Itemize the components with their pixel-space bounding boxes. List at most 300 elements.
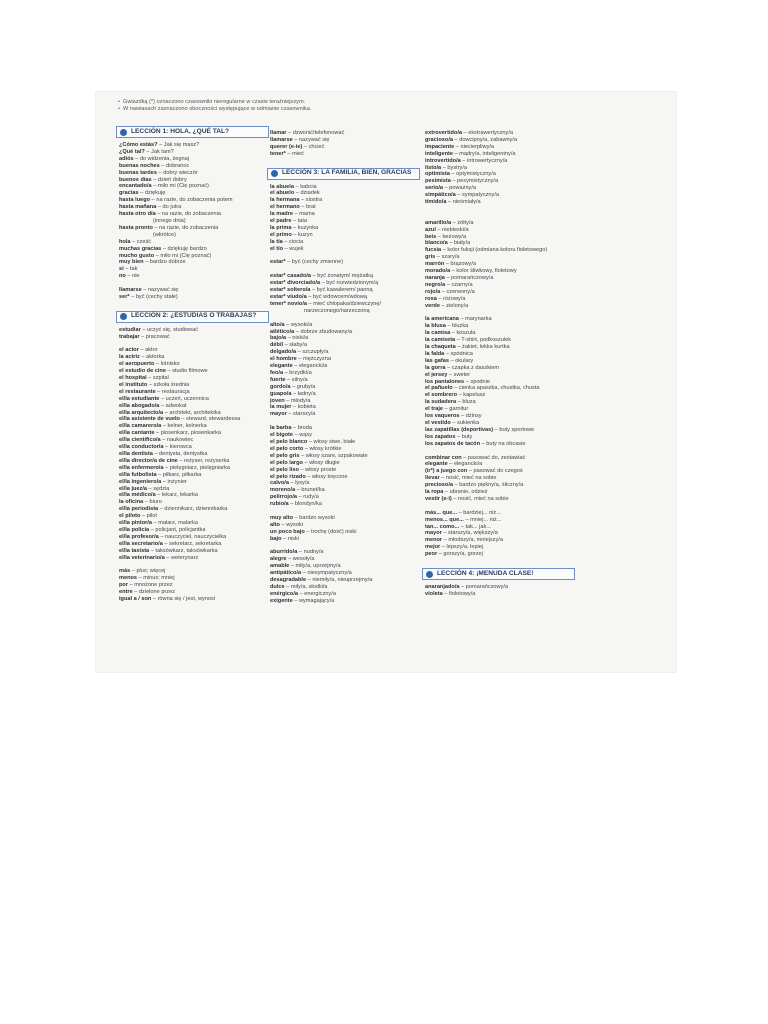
vocab-entry (270, 218, 420, 225)
dash-separator: – (452, 482, 460, 489)
vocab-entry (119, 410, 269, 417)
vocab-entry (270, 130, 420, 137)
vocab-translation: sweter (453, 371, 471, 378)
vocab-term: el primo (270, 231, 292, 238)
vocab-entry (119, 232, 269, 239)
vocab-entry (270, 322, 420, 329)
vocab-entry (270, 211, 420, 218)
dash-separator: – (286, 130, 293, 136)
vocab-term: el pelo blanco (270, 438, 308, 445)
vocab-translation: kuzyn (298, 231, 313, 238)
vocab-entry (270, 151, 420, 158)
vocab-translation: mieć (292, 150, 304, 157)
vocab-entry (119, 361, 269, 368)
vocab-translation: wysoki/a (290, 321, 313, 328)
vocab-term: rubio/a (270, 501, 289, 508)
vocab-translation: pasować do czegoś (473, 468, 523, 475)
vocab-column-2 (270, 130, 420, 605)
dash-separator: – (285, 259, 292, 266)
vocab-translation: bardzo dobrze (149, 259, 186, 266)
vocab-translation: dziękuję bardzo (167, 245, 207, 252)
vocab-translation: sędzia (153, 485, 170, 492)
vocab-term: débil (270, 342, 284, 349)
section-dot-icon (426, 571, 433, 578)
vocab-term: la ropa (425, 489, 444, 496)
vocab-term: menos... que... (425, 516, 464, 523)
vocab-term: el instituto (119, 381, 148, 388)
vocab-term: la sudadera (425, 399, 457, 406)
dash-separator: – (152, 451, 160, 458)
dash-separator: – (292, 597, 299, 604)
vocab-entry (119, 499, 269, 506)
vocab-entry (270, 342, 420, 349)
vocab-entry (119, 465, 269, 472)
dash-separator: – (291, 218, 298, 225)
vocab-term: estudiar (119, 326, 141, 333)
vocab-entry (425, 144, 575, 151)
vocab-term: tan... como... (425, 523, 460, 530)
dash-separator: – (155, 211, 162, 218)
vocab-translation: introwertyczny/a (466, 157, 508, 164)
vocab-term: el/la profesor/a (119, 533, 159, 540)
vocab-entry (119, 170, 269, 177)
dash-separator: – (448, 357, 456, 364)
vocab-term: entre (119, 589, 133, 596)
vocab-entry (270, 467, 420, 474)
vocab-entry (119, 211, 269, 218)
note-text: W nawiasach zaznaczono oboczności występujące w odmianie czasownika. (122, 106, 312, 112)
vocab-translation: adwokat (165, 402, 187, 409)
dash-separator: – (297, 549, 304, 556)
vocab-entry (270, 197, 420, 204)
dash-separator: – (459, 584, 466, 590)
vocab-translation: niski/a (292, 335, 309, 342)
dash-separator: – (435, 254, 442, 261)
bullet-icon: • (118, 99, 120, 105)
vocab-translation: buty sportowe (499, 426, 535, 433)
vocab-translation: spódnica (450, 350, 473, 357)
vocab-translation: włosy szare, szpakowate (305, 452, 368, 459)
vocab-entry (425, 247, 575, 254)
lesson-2-title: LECCIÓN 2: ¿ESTUDIAS O TRABAJAS? (131, 312, 257, 320)
vocab-translation: słaby/a (289, 342, 308, 349)
dash-separator: – (151, 176, 158, 183)
vocab-translation: cześć (136, 238, 152, 245)
vocab-translation: beżowy/a (442, 233, 467, 240)
dash-separator: – (450, 420, 458, 427)
vocab-term: amarillo/a (425, 219, 452, 226)
dash-separator: – (291, 224, 298, 231)
vocab-entry (119, 177, 269, 184)
vocab-translation: architekt, architektka (169, 409, 221, 416)
vocab-term: por (119, 582, 129, 589)
vocab-entry (425, 268, 575, 275)
vocab-term: la prima (270, 224, 292, 231)
vocab-term: estar* divorciado/a (270, 280, 321, 287)
spacer (425, 503, 575, 510)
vocab-entry (119, 354, 269, 361)
vocab-entry (425, 330, 575, 337)
vocab-entry (425, 358, 575, 365)
vocab-term: la camisa (425, 330, 451, 337)
vocab-block (119, 347, 269, 561)
dash-separator: – (459, 413, 466, 420)
vocab-entry (119, 334, 269, 341)
vocab-term: el/la dentista (119, 451, 153, 458)
spacer (270, 418, 420, 425)
vocab-entry (425, 316, 575, 323)
vocab-term: simpático/a (425, 192, 456, 199)
vocab-translation: dzień dobry (157, 176, 187, 183)
vocab-term: el/la asistente de vuelo (119, 416, 180, 423)
vocab-translation: niski (287, 535, 299, 542)
vocab-term: el/la taxista (119, 547, 150, 554)
vocab-translation: inżynier (167, 478, 187, 485)
vocab-entry (425, 220, 575, 227)
vocab-term: la blusa (425, 323, 446, 330)
vocab-term: el/la director/a de cine (119, 457, 178, 464)
vocab-translation: miło mi (Cię poznać) (157, 183, 209, 190)
vocab-entry (270, 280, 420, 287)
dash-separator: – (444, 261, 451, 268)
vocab-translation: bardziej... niż... (463, 509, 501, 516)
vocab-entry (425, 261, 575, 268)
section-dot-icon (120, 129, 127, 136)
dash-separator: – (298, 466, 306, 473)
dash-separator: – (129, 293, 136, 300)
vocab-translation: dziękuję (144, 190, 166, 197)
vocab-term: exigente (270, 597, 293, 604)
vocab-entry (119, 589, 269, 596)
vocab-entry (119, 541, 269, 548)
vocab-term: antipático/a (270, 570, 302, 577)
vocab-term: los pantalones (425, 378, 465, 385)
vocab-term: las zapatillas (deportivas) (425, 426, 494, 433)
dash-separator: – (164, 554, 171, 561)
vocab-term: gracias (119, 190, 139, 197)
dash-separator: – (439, 302, 447, 309)
dash-separator: – (451, 495, 458, 502)
dash-separator: – (157, 142, 164, 148)
dash-separator: – (452, 385, 459, 392)
dash-separator: – (457, 509, 464, 516)
vocab-translation: energiczny/a (304, 590, 336, 597)
dash-separator: – (156, 169, 164, 176)
vocab-entry (425, 496, 575, 503)
vocab-entry (270, 453, 420, 460)
dash-separator: – (139, 333, 146, 340)
vocab-translation: włosy siwe, białe (313, 438, 356, 445)
vocab-entry (270, 529, 420, 536)
vocab-entry (425, 517, 575, 524)
vocab-translation: niebieski/a (442, 226, 469, 233)
vocab-entry (270, 370, 420, 377)
vocab-translation: lekarz, lekarka (161, 492, 198, 499)
vocab-translation: narzeczonego/narzeczoną (304, 307, 370, 314)
vocab-entry (425, 254, 575, 261)
dash-separator: – (302, 143, 309, 150)
vocab-entry (425, 185, 575, 192)
dash-separator: – (284, 583, 291, 590)
vocab-entry (270, 411, 420, 418)
section-dot-icon (271, 170, 278, 177)
vocab-entry (119, 149, 269, 156)
vocab-translation: szkoła średnia (153, 381, 190, 388)
dash-separator: – (123, 266, 130, 273)
dash-separator: – (447, 240, 454, 247)
vocab-term: el sombrero (425, 392, 458, 399)
vocab-entry (425, 337, 575, 344)
vocab-block (270, 130, 420, 158)
vocab-translation: mieć chłopaka/dziewczynę/ (313, 300, 382, 307)
dash-separator: – (447, 461, 454, 468)
vocab-term: el abuelo (270, 190, 295, 197)
vocab-term: el/la conductor/a (119, 444, 164, 451)
vocab-term: amable (270, 563, 290, 570)
vocab-entry (270, 570, 420, 577)
vocab-entry (270, 494, 420, 501)
vocab-term: el piloto (119, 513, 141, 520)
vocab-translation: na razie, do zobaczenia (159, 224, 219, 231)
dash-separator: – (442, 537, 449, 544)
dash-separator: – (155, 492, 162, 499)
vocab-translation: tata (297, 218, 308, 225)
dash-separator: – (130, 568, 137, 575)
vocab-translation: włosy proste (305, 466, 337, 473)
dash-separator: – (291, 404, 298, 411)
vocab-term: el/la periodista (119, 506, 159, 513)
dash-separator: – (141, 287, 148, 294)
vocab-translation: kolor śliwkowy, fioletowy (456, 268, 517, 275)
vocab-translation: pesymistyczny/a (457, 178, 499, 185)
vocab-entry (119, 403, 269, 410)
vocab-term: el hermano (270, 204, 300, 211)
vocab-term: vestir (e-i) (425, 495, 452, 502)
vocab-term: azul (425, 226, 436, 233)
dash-separator: – (464, 378, 471, 385)
vocab-entry (270, 349, 420, 356)
vocab-entry (119, 596, 269, 603)
vocab-term: el/la camarero/a (119, 423, 162, 430)
vocab-term: querer (e-ie) (270, 143, 303, 150)
vocab-term: la mujer (270, 404, 292, 411)
vocab-translation: starszy/a, większy/a (448, 530, 498, 537)
vocab-term: el/la futbolista (119, 471, 157, 478)
dash-separator: – (440, 288, 447, 295)
spacer (425, 206, 575, 213)
vocab-term: feo/a (270, 369, 284, 376)
vocab-translation: brzydki/a (289, 369, 312, 376)
vocab-term: el/la juez/a (119, 485, 147, 492)
vocab-translation: kapelusz (463, 392, 486, 399)
vocab-term: más... que... (425, 509, 458, 516)
vocab-term: ¿Cómo estás? (119, 142, 158, 148)
dash-separator: – (436, 295, 444, 302)
vocab-term: elegante (425, 461, 448, 468)
vocab-translation: malarz, malarka (158, 520, 198, 527)
vocab-entry (425, 551, 575, 558)
vocab-translation: być (cechy stałe) (135, 293, 178, 300)
vocab-entry (119, 548, 269, 555)
vocab-term: la falda (425, 350, 445, 357)
vocab-entry (425, 461, 575, 468)
vocab-entry (425, 275, 575, 282)
vocab-entry (425, 199, 575, 206)
vocab-term: estar* soltero/a (270, 287, 311, 294)
vocab-term: alegre (270, 556, 287, 563)
dash-separator: – (286, 556, 293, 563)
vocab-entry (270, 432, 420, 439)
vocab-block (425, 455, 575, 503)
vocab-translation: dzwonić/telefonować (292, 130, 345, 136)
vocab-entry (270, 137, 420, 144)
dash-separator: – (493, 426, 500, 433)
vocab-term: mayor (270, 411, 287, 418)
vocab-entry (119, 575, 269, 582)
vocab-term: impaciente (425, 143, 455, 150)
vocab-translation: (wkrótce) (153, 231, 176, 238)
vocab-term: alto/a (270, 321, 285, 328)
vocab-term: el pelo rizado (270, 473, 306, 480)
vocab-translation: tak (129, 266, 138, 273)
vocab-term: igual a / son (119, 596, 152, 603)
vocab-entry (119, 183, 269, 190)
dash-separator: – (443, 185, 450, 192)
vocab-translation: marynarka (465, 316, 492, 323)
vocab-translation: piosenkarz, piosenkarka (160, 430, 222, 437)
dash-separator: – (133, 155, 140, 162)
vocab-term: trabajar (119, 333, 140, 340)
dash-separator: – (463, 516, 471, 523)
dash-separator: – (451, 219, 458, 226)
vocab-term: la madre (270, 211, 294, 218)
spacer (119, 280, 269, 287)
note-line (118, 99, 538, 106)
bullet-icon: • (118, 106, 120, 112)
dash-separator: – (303, 445, 310, 452)
dash-separator: – (279, 521, 287, 528)
vocab-entry (270, 294, 420, 301)
dash-separator: – (162, 540, 170, 547)
vocab-term: el padre (270, 218, 292, 225)
vocab-term: el tío (270, 245, 284, 252)
vocab-entry (425, 379, 575, 386)
vocab-entry (119, 458, 269, 465)
vocab-translation: fioletowy/a (448, 590, 476, 597)
vocab-translation: niemiły/a, nieuprzejmy/a (312, 577, 373, 584)
dash-separator: – (299, 197, 306, 204)
dash-separator: – (163, 409, 170, 416)
vocab-entry (425, 524, 575, 531)
dash-separator: – (452, 150, 460, 157)
vocab-translation: młodszy/a, mniejszy/a (448, 537, 504, 544)
spacer (270, 253, 420, 260)
vocab-term: blanco/a (425, 240, 448, 247)
dash-separator: – (160, 437, 167, 444)
vocab-term: estar* viudo/a (270, 293, 307, 300)
vocab-term: el aeropuerto (119, 361, 155, 368)
vocab-term: anaranjado/a (425, 584, 460, 590)
vocab-entry (425, 296, 575, 303)
dash-separator: – (454, 143, 461, 150)
vocab-term: el/la estudiante (119, 395, 160, 402)
vocab-entry (270, 522, 420, 529)
vocab-translation: miło mi (Cię poznać) (160, 252, 212, 259)
vocab-translation: cienka apaszka, chustka, chusta (458, 385, 540, 392)
vocab-translation: czarny/a (451, 281, 473, 288)
vocab-term: hasta mañana (119, 204, 157, 211)
vocab-entry (425, 171, 575, 178)
dash-separator: – (301, 570, 308, 577)
vocab-term: el pelo largo (270, 459, 303, 466)
vocab-term: rosa (425, 295, 437, 302)
vocab-term: precioso/a (425, 482, 453, 489)
dash-separator: – (446, 199, 453, 206)
vocab-translation: młody/a (290, 397, 311, 404)
vocab-term: adiós (119, 155, 134, 162)
vocab-translation: nazywać się (298, 136, 330, 143)
spacer (270, 315, 420, 322)
dash-separator: – (305, 473, 312, 480)
vocab-term: la americana (425, 316, 459, 323)
vocab-entry (119, 527, 269, 534)
dash-separator: – (283, 245, 290, 252)
dash-separator: – (445, 281, 452, 288)
dash-separator: – (289, 563, 296, 570)
dash-separator: – (436, 233, 443, 240)
vocab-entry (425, 530, 575, 537)
vocab-entry (425, 289, 575, 296)
vocab-translation: równa się / jest, wynosi (157, 596, 216, 603)
vocab-translation: T-shirt, podkoszulek (461, 337, 512, 344)
vocab-entry (425, 192, 575, 199)
vocab-term: el pelo corto (270, 445, 304, 452)
vocab-term: el pelo liso (270, 466, 299, 473)
dash-separator: – (151, 596, 158, 603)
vocab-translation: niesympatyczny/a (307, 570, 352, 577)
vocab-translation: koszula (456, 330, 476, 337)
note-line (118, 106, 538, 113)
dash-separator: – (144, 148, 152, 155)
vocab-term: bajo/a (270, 335, 287, 342)
vocab-translation: miły/a, uprzejmy/a (295, 563, 341, 570)
vocab-entry (270, 404, 420, 411)
vocab-term: desagradable (270, 577, 307, 584)
vocab-entry (425, 441, 575, 448)
dash-separator: – (450, 330, 457, 337)
vocab-term: el/la ingeniero/a (119, 478, 162, 485)
dash-separator: – (480, 440, 487, 447)
vocab-term: moreno/a (270, 487, 296, 494)
vocab-term: beis (425, 233, 437, 240)
vocab-translation: starszy/a (293, 411, 316, 418)
vocab-entry (425, 151, 575, 158)
vocab-term: hasta luego (119, 197, 151, 204)
dash-separator: – (458, 316, 466, 323)
vocab-term: el actor (119, 347, 139, 354)
dash-separator: – (158, 506, 165, 513)
vocab-translation: czerwony/a (446, 288, 475, 295)
vocab-entry (425, 406, 575, 413)
notes (118, 99, 538, 113)
vocab-entry (270, 501, 420, 508)
vocab-entry (270, 204, 420, 211)
vocab-entry (270, 591, 420, 598)
vocab-entry (270, 384, 420, 391)
dash-separator: – (281, 535, 288, 542)
vocab-translation: kelner, kelnerka (167, 423, 207, 430)
vocab-translation: mężczyzna (302, 356, 331, 363)
